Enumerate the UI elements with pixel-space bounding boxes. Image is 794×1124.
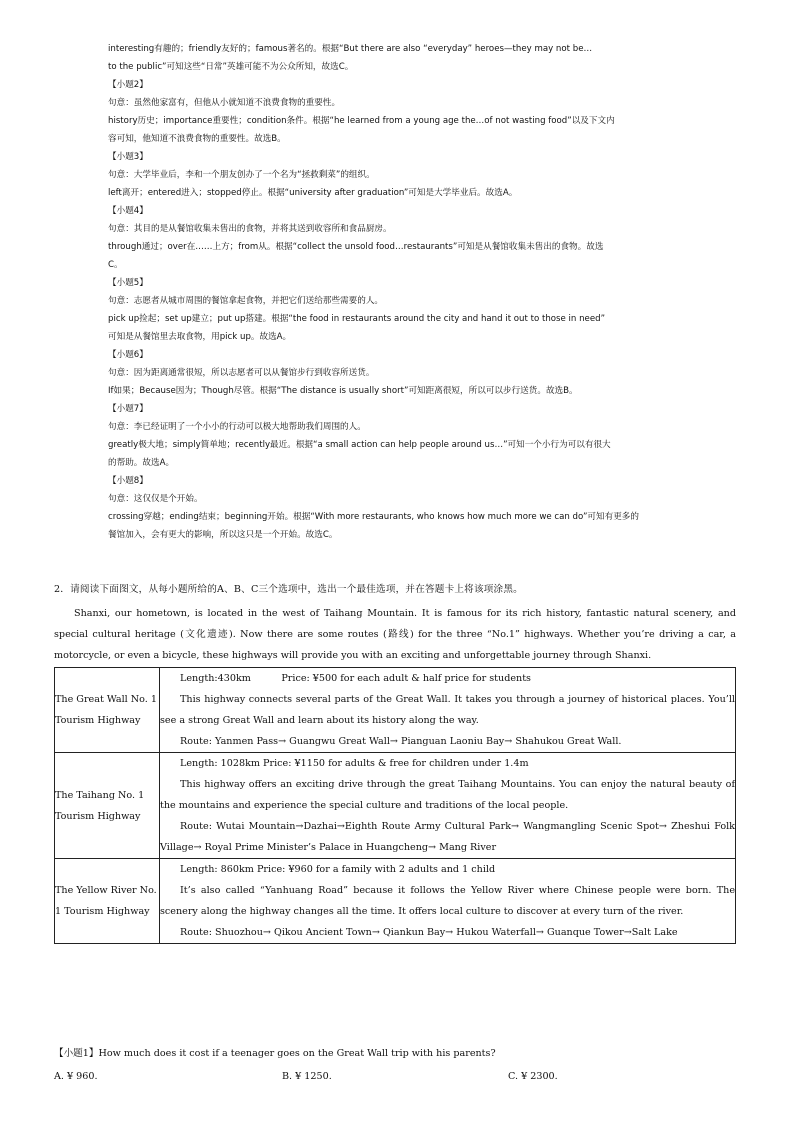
option-b[interactable]: B. ¥ 1250. bbox=[282, 1071, 332, 1082]
analysis-line: greatly极大地；simply简单地；recently最近。根据“a small action can help people around us…”可知一个小行为可以有很大 bbox=[108, 440, 611, 450]
route-stops: Route: Wutai Mountain→Dazhai→Eighth Route Army Cultural Park→ Wangmangling Scenic Spot→ Zheshui Folk Village→ Royal Prime Minister’s Palace in Huangcheng→ Mang River bbox=[160, 821, 735, 853]
route-description: This highway connects several parts of the Great Wall. It takes you through a journey of historical places. You’ll see a strong Great Wall and learn about its history along the way. bbox=[160, 694, 735, 726]
analysis-line: 【小题7】 bbox=[108, 404, 148, 414]
analysis-line: pick up捡起；set up建立；put up搭建。根据“the food in restaurants around the city and hand it out to those in need” bbox=[108, 314, 606, 324]
analysis-line: 餐馆加入，会有更大的影响，所以这只是一个开始。故选C。 bbox=[108, 530, 338, 540]
analysis-line: C。 bbox=[108, 260, 123, 270]
analysis-line: 句意：因为距离通常很短，所以志愿者可以从餐馆步行到收容所送货。 bbox=[108, 368, 375, 378]
reading-intro: Shanxi, our hometown, is located in the west of Taihang Mountain. It is famous for its rich history, fantastic natural scenery, and special cultural heritage (文化遗迹). Now there are some routes (路线) for the three “No.1” highways. Whether you’re driving a car, a motorcycle, or even a bicycle, these highways will provide you with an exciting and unforgettable journey through Shanxi. bbox=[54, 608, 736, 661]
routes-table bbox=[54, 667, 736, 944]
route-stops: Route: Shuozhou→ Qikou Ancient Town→ Qiankun Bay→ Hukou Waterfall→ Guanque Tower→Salt Lake bbox=[180, 927, 678, 938]
route-detail bbox=[160, 668, 736, 753]
analysis-line: 【小题8】 bbox=[108, 476, 148, 486]
analysis-line: through通过；over在……上方；from从。根据“collect the unsold food…restaurants”可知是从餐馆收集未售出的食物。故选 bbox=[108, 242, 604, 252]
analysis-line: 句意：虽然他家富有，但他从小就知道不浪费食物的重要性。 bbox=[108, 98, 341, 108]
subquestion-1: 【小题1】How much does it cost if a teenager goes on the Great Wall trip with his parents? bbox=[54, 1048, 496, 1059]
question-heading: 2．请阅读下面图文，从每小题所给的A、B、C三个选项中，选出一个最佳选项，并在答题卡上将该项涂黑。 bbox=[54, 584, 523, 595]
analysis-line: crossing穿越；ending结束；beginning开始。根据“With more restaurants, who knows how much more we can do”可知有更多的 bbox=[108, 512, 639, 522]
analysis-line: 可知是从餐馆里去取食物，用pick up。故选A。 bbox=[108, 332, 292, 342]
analysis-line: interesting有趣的；friendly友好的；famous著名的。根据“But there are also “everyday” heroes—they may not be… bbox=[108, 44, 593, 54]
table-row bbox=[55, 753, 736, 859]
route-name: The Great Wall No. 1 Tourism Highway bbox=[55, 668, 160, 753]
route-name: The Taihang No. 1 Tourism Highway bbox=[55, 753, 160, 859]
analysis-line: 【小题2】 bbox=[108, 80, 148, 90]
analysis-line: 【小题5】 bbox=[108, 278, 148, 288]
analysis-line: 句意：志愿者从城市周围的餐馆拿起食物，并把它们送给那些需要的人。 bbox=[108, 296, 384, 306]
table-row bbox=[55, 859, 736, 944]
analysis-line: left离开；entered进入；stopped停止。根据“university after graduation”可知是大学毕业后。故选A。 bbox=[108, 188, 518, 198]
analysis-line: 句意：这仅仅是个开始。 bbox=[108, 494, 203, 504]
option-c[interactable]: C. ¥ 2300. bbox=[508, 1071, 558, 1082]
table-row bbox=[55, 668, 736, 753]
analysis-line: 【小题3】 bbox=[108, 152, 148, 162]
route-name: The Yellow River No. 1 Tourism Highway bbox=[55, 859, 160, 944]
analysis-line: 句意：大学毕业后，李和一个朋友创办了一个名为“拯救剩菜”的组织。 bbox=[108, 170, 375, 180]
option-a[interactable]: A. ¥ 960. bbox=[54, 1071, 98, 1082]
analysis-line: 【小题6】 bbox=[108, 350, 148, 360]
route-stops: Route: Yanmen Pass→ Guangwu Great Wall→ Pianguan Laoniu Bay→ Shahukou Great Wall. bbox=[180, 736, 622, 747]
analysis-line: 句意：其目的是从餐馆收集未售出的食物，并将其送到收容所和食品厨房。 bbox=[108, 224, 392, 234]
answer-analysis bbox=[108, 40, 728, 544]
route-info: Length: 1028km Price: ¥1150 for adults & free for children under 1.4m bbox=[180, 758, 529, 769]
route-info: Length:430km Price: ¥500 for each adult & half price for students bbox=[180, 673, 531, 684]
route-detail bbox=[160, 753, 736, 859]
route-description: This highway offers an exciting drive through the great Taihang Mountains. You can enjoy the natural beauty of the mountains and experience the special culture and traditions of the local people. bbox=[160, 779, 735, 811]
route-description: It’s also called “Yanhuang Road” because it follows the Yellow River where Chinese people were born. The scenery along the highway changes all the time. It offers local culture to discover at every turn of the river. bbox=[160, 885, 735, 917]
analysis-line: 句意：李已经证明了一个小小的行动可以极大地帮助我们周围的人。 bbox=[108, 422, 366, 432]
analysis-line: history历史；importance重要性；condition条件。根据“he learned from a young age the…of not wasting food”以及下文内 bbox=[108, 116, 615, 126]
question-2 bbox=[54, 583, 736, 944]
route-detail bbox=[160, 859, 736, 944]
analysis-line: If如果；Because因为；Though尽管。根据“The distance is usually short”可知距离很短，所以可以步行送货。故选B。 bbox=[108, 386, 578, 396]
analysis-line: 的帮助。故选A。 bbox=[108, 458, 175, 468]
analysis-line: 容可知，他知道不浪费食物的重要性。故选B。 bbox=[108, 134, 286, 144]
analysis-line: to the public”可知这些“日常”英雄可能不为公众所知，故选C。 bbox=[108, 62, 354, 72]
route-info: Length: 860km Price: ¥960 for a family with 2 adults and 1 child bbox=[180, 864, 496, 875]
analysis-line: 【小题4】 bbox=[108, 206, 148, 216]
